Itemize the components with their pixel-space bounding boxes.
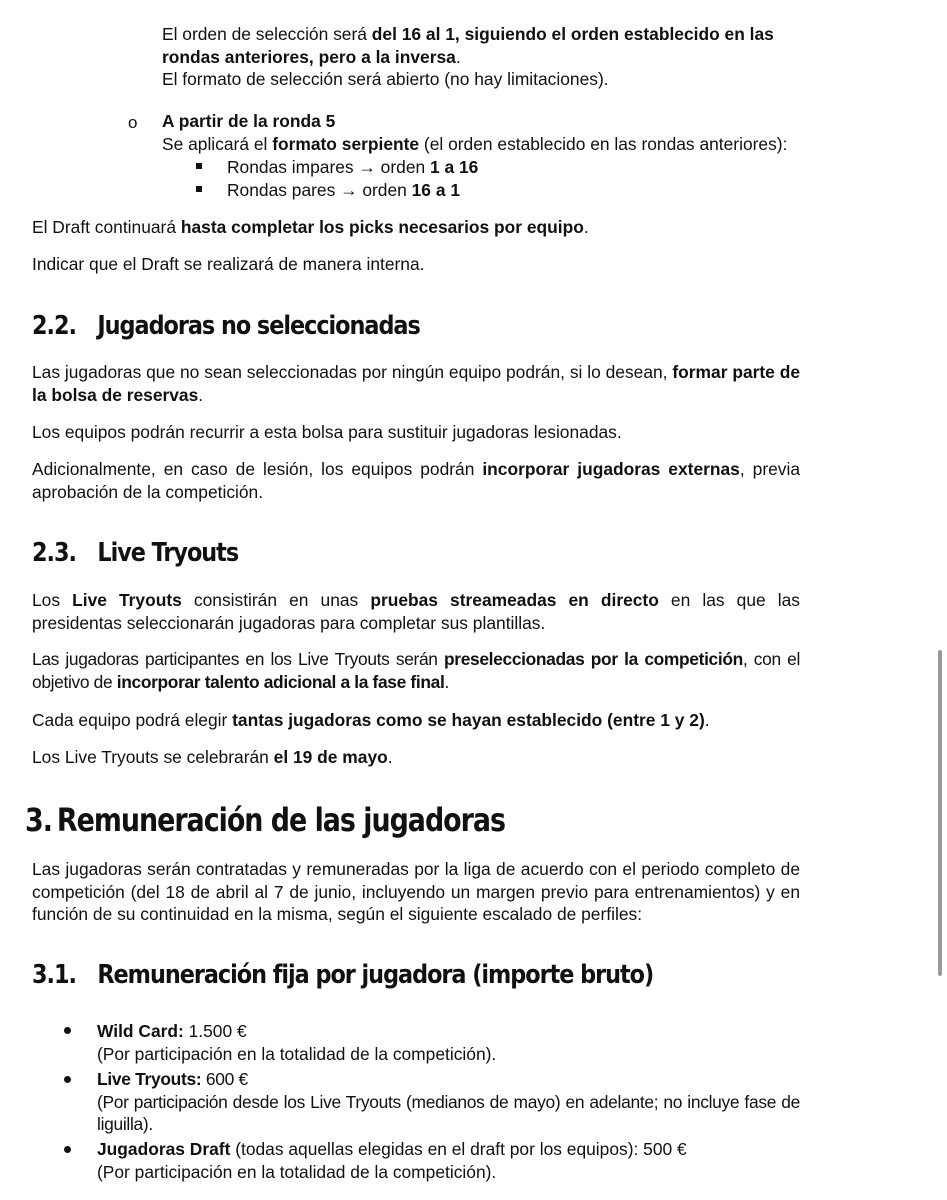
text: . xyxy=(198,384,204,405)
pay-label: Live Tryouts: xyxy=(97,1069,202,1089)
bold-text: hasta completar los picks necesarios por equipo xyxy=(180,217,584,237)
section-heading-2-3 xyxy=(32,538,238,568)
bullet-icon xyxy=(64,1076,71,1083)
bold-text: preseleccionadas por la competición xyxy=(444,649,743,669)
pay-amount: 1.500 € xyxy=(183,1021,247,1041)
section-number: 2.3. xyxy=(32,538,76,568)
tryouts-description-paragraph xyxy=(32,589,800,634)
text: Las jugadoras que no sean seleccionadas por ningún equipo podrán, si lo desean, xyxy=(32,362,673,382)
text: . xyxy=(704,710,710,730)
vertical-scrollbar[interactable] xyxy=(938,650,942,976)
text: Se aplicará el xyxy=(162,133,273,154)
team-picks-paragraph xyxy=(32,709,710,732)
pay-amount: (todas aquellas elegidas en el draft por los equipos): 500 € xyxy=(230,1139,687,1159)
pay-note: (Por participación en la totalidad de la competición). xyxy=(97,1043,497,1064)
section-title: Jugadoras no seleccionadas xyxy=(97,311,420,341)
text: Rondas pares → orden xyxy=(227,180,412,200)
text: . xyxy=(444,671,449,692)
draft-order-paragraph xyxy=(162,23,802,91)
section-title: Remuneración fija por jugadora (importe bruto) xyxy=(97,960,654,990)
text: Los xyxy=(32,590,73,610)
remuneration-intro-paragraph: Las jugadoras serán contratadas y remuneradas por la liga de acuerdo con el periodo completo de competición (del 18 de abril al 7 de junio, incluyendo un margen previo para entrenamientos) y en función de su continuidad en la misma, según el siguiente escalado de perfiles: xyxy=(32,859,800,925)
tryouts-date-paragraph xyxy=(32,746,393,769)
text: El orden de selección será xyxy=(162,24,372,44)
section-heading-3 xyxy=(25,801,505,839)
section-number: 2.2. xyxy=(32,311,76,341)
ronda5-title: A partir de la ronda 5 xyxy=(162,111,336,131)
bold-text: formato serpiente xyxy=(272,133,420,154)
bold-text: incorporar jugadoras externas xyxy=(482,459,740,479)
section-number: 3.1. xyxy=(32,960,76,990)
text: , previa aprobación de la competición. xyxy=(32,459,801,502)
pay-item-draft xyxy=(97,1138,807,1183)
section-title: Remuneración de las jugadoras xyxy=(56,801,506,839)
text: Cada equipo podrá elegir xyxy=(32,710,233,730)
bullet-icon xyxy=(64,1027,71,1034)
text: . xyxy=(455,46,461,67)
text: consistirán en unas xyxy=(181,590,371,610)
bullet-icon xyxy=(64,1146,71,1153)
section-heading-2-2 xyxy=(32,311,420,341)
text: , con el objetivo de xyxy=(32,649,800,692)
text: en las que las presidentas seleccionarán jugadoras para completar sus plantillas. xyxy=(32,590,800,633)
text: El Draft continuará xyxy=(32,217,181,237)
square-bullet-icon xyxy=(196,163,202,169)
text: . xyxy=(583,217,589,237)
text: Rondas impares → orden xyxy=(227,157,430,177)
bold-text: incorporar talento adicional a la fase final xyxy=(116,671,445,692)
pay-label: Wild Card: xyxy=(97,1021,184,1041)
bold-text: rondas anteriores, pero a la inversa xyxy=(162,46,456,67)
pay-item-wild-card xyxy=(97,1020,807,1065)
pay-note: (Por participación en la totalidad de la competición). xyxy=(97,1161,497,1182)
text: Las jugadoras participantes en los Live Tryouts serán xyxy=(32,649,445,669)
hollow-bullet-icon: o xyxy=(128,113,138,132)
bold-text: formar parte de la bolsa de reservas xyxy=(32,362,800,405)
text: . xyxy=(387,747,393,767)
bold-text: pruebas streameadas en directo xyxy=(370,590,659,610)
section-number: 3. xyxy=(25,801,52,839)
text: Adicionalmente, en caso de lesión, los equipos podrán xyxy=(32,459,483,479)
preselection-paragraph xyxy=(32,648,800,693)
reserves-paragraph xyxy=(32,361,800,406)
section-heading-3-1 xyxy=(32,960,653,990)
injury-replacement-paragraph: Los equipos podrán recurrir a esta bolsa para sustituir jugadoras lesionadas. xyxy=(32,422,622,442)
sub-list-item xyxy=(227,179,460,202)
draft-end-paragraph xyxy=(32,216,589,239)
text: Los Live Tryouts se celebrarán xyxy=(32,747,274,767)
square-bullet-icon xyxy=(196,186,202,192)
ronda5-block xyxy=(162,110,812,155)
pay-note: (Por participación desde los Live Tryouts (medianos de mayo) en adelante; no incluye fase de liguilla). xyxy=(97,1091,800,1135)
pay-amount: 600 € xyxy=(201,1069,248,1089)
bold-text: el 19 de mayo xyxy=(273,747,388,767)
sub-list-item xyxy=(227,156,478,179)
bold-text: tantas jugadoras como se hayan establecido (entre 1 y 2) xyxy=(232,710,705,730)
pay-item-live-tryouts xyxy=(97,1068,800,1136)
text: (el orden establecido en las rondas anteriores): xyxy=(419,133,788,154)
bold-text: 1 a 16 xyxy=(430,157,479,177)
section-title: Live Tryouts xyxy=(97,538,239,568)
pay-label: Jugadoras Draft xyxy=(97,1139,231,1159)
text: El formato de selección será abierto (no hay limitaciones). xyxy=(162,69,609,90)
bold-text: 16 a 1 xyxy=(411,180,460,200)
bold-text: Live Tryouts xyxy=(72,590,182,610)
external-players-paragraph xyxy=(32,458,800,503)
internal-draft-paragraph: Indicar que el Draft se realizará de manera interna. xyxy=(32,254,425,274)
bold-text: del 16 al 1, siguiendo el orden establecido en las xyxy=(371,24,774,44)
